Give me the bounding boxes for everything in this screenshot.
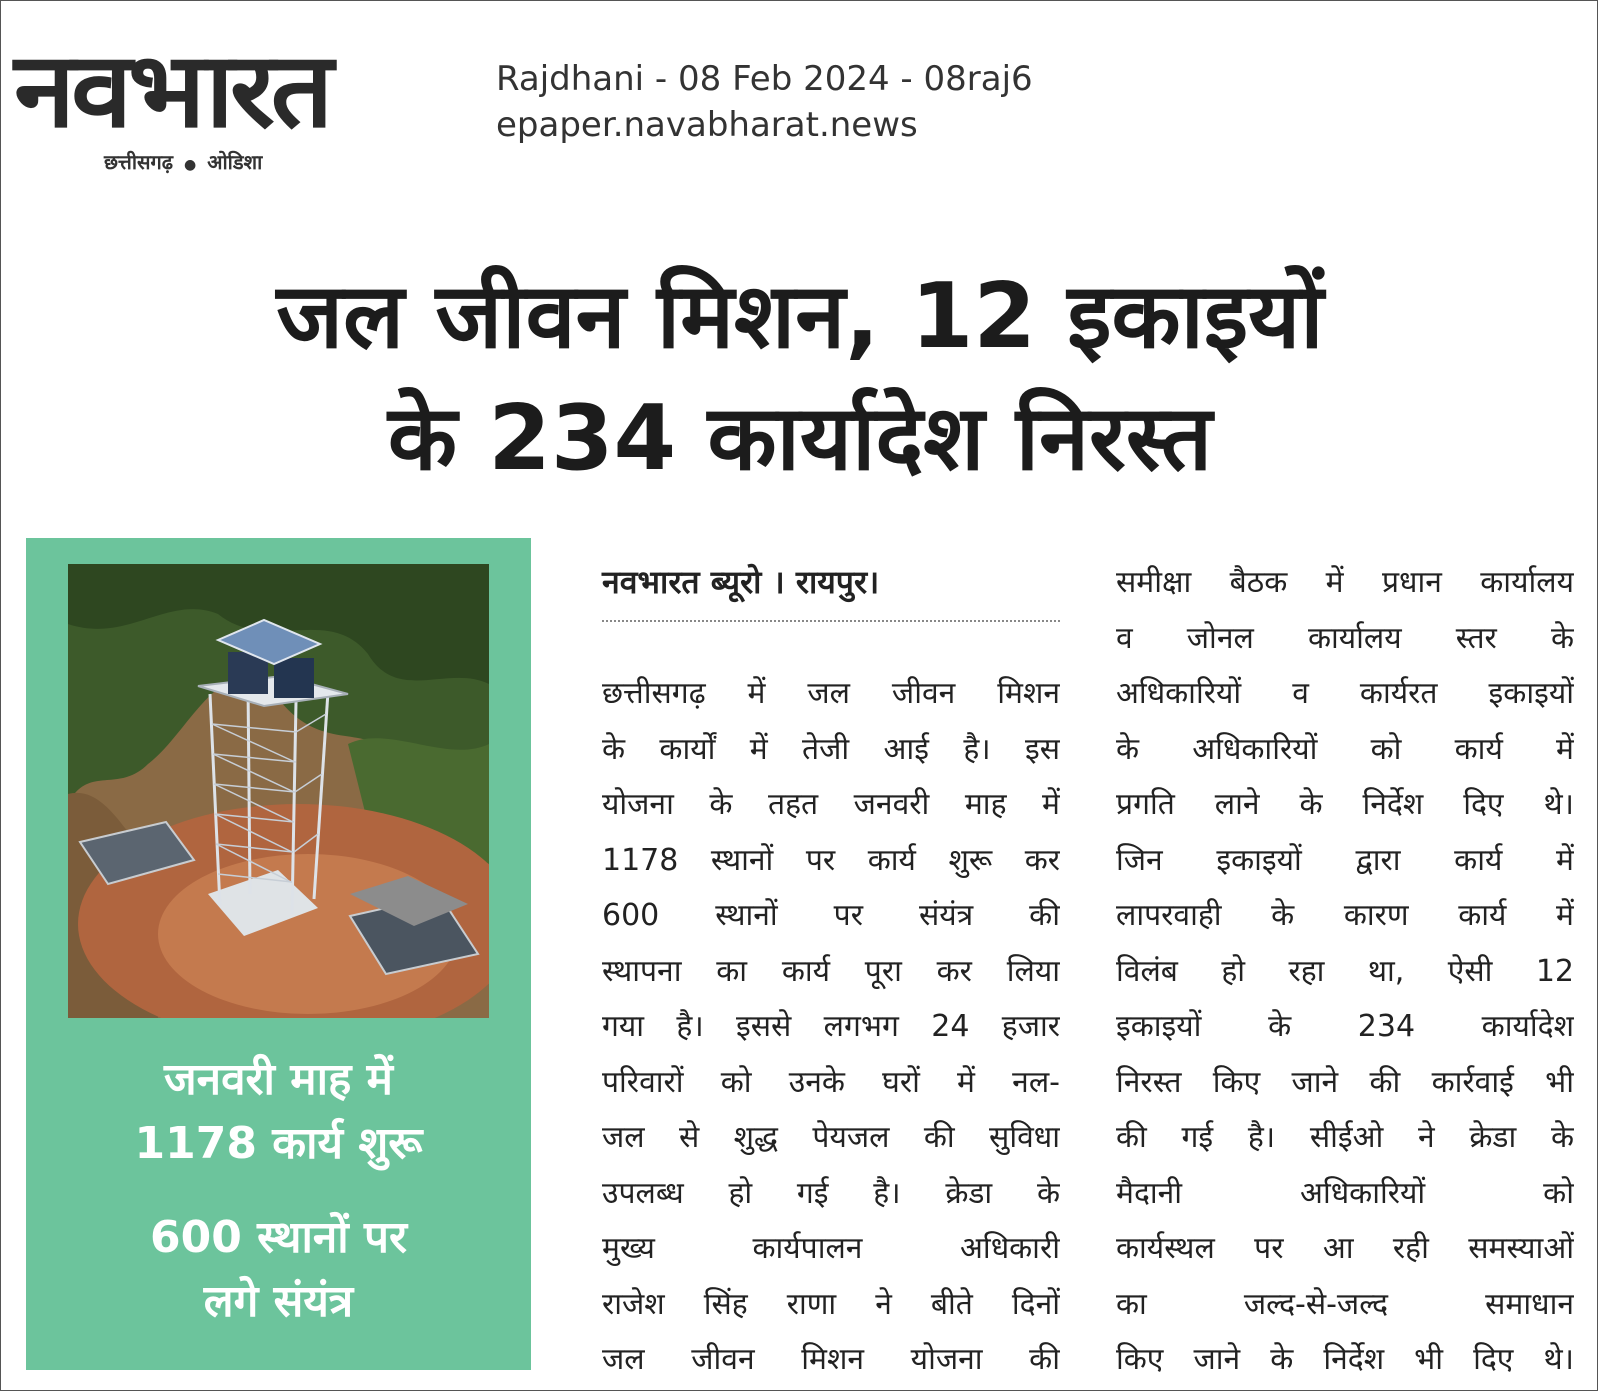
column-2-line: जिन इकाइयों द्वारा कार्य में xyxy=(1116,842,1574,878)
caption-line-1: जनवरी माह में xyxy=(164,1054,393,1105)
caption-line-2: 1178 कार्य शुरू xyxy=(134,1118,423,1169)
column-1-line: स्थापना का कार्य पूरा कर लिया xyxy=(602,953,1060,989)
column-2-line: का जल्द-से-जल्द समाधान xyxy=(1116,1286,1574,1322)
column-1-line: राजेश सिंह राणा ने बीते दिनों xyxy=(602,1286,1060,1322)
water-tower-photo xyxy=(68,564,489,1018)
column-2-line: प्रगति लाने के निर्देश दिए थे। xyxy=(1116,787,1574,822)
headline-line-2: के 234 कार्यादेश निरस्त xyxy=(387,386,1213,491)
column-1-line: परिवारों को उनके घरों में नल- xyxy=(602,1064,1060,1100)
column-1-line: गया है। इससे लगभग 24 हजार xyxy=(602,1009,1060,1044)
column-1-line: 1178 स्थानों पर कार्य शुरू कर xyxy=(602,842,1060,878)
water-tower-illustration xyxy=(68,564,489,1018)
column-1-line: के कार्यों में तेजी आई है। इस xyxy=(602,731,1060,767)
column-2-line: लापरवाही के कारण कार्य में xyxy=(1116,898,1574,933)
headline-line-1: जल जीवन मिशन, 12 इकाइयों xyxy=(276,264,1324,369)
column-2-line: निरस्त किए जाने की कार्रवाई भी xyxy=(1116,1064,1574,1100)
column-2-line: अधिकारियों व कार्यरत इकाइयों xyxy=(1116,676,1574,711)
article-column-1 xyxy=(602,666,1060,1388)
column-2-line: व जोनल कार्यालय स्तर के xyxy=(1116,620,1574,656)
edition-line: Rajdhani - 08 Feb 2024 - 08raj6 xyxy=(496,59,1033,99)
article-column-2 xyxy=(1116,555,1574,1388)
masthead xyxy=(14,29,460,176)
caption-line-3: 600 स्थानों पर xyxy=(149,1212,408,1263)
photo-box xyxy=(26,538,531,1370)
column-2-line: मैदानी अधिकारियों को xyxy=(1116,1175,1574,1211)
edition-meta xyxy=(496,56,1033,148)
newspaper-logo: नवभारत xyxy=(14,29,330,151)
column-2-line: इकाइयों के 234 कार्यादेश xyxy=(1116,1009,1574,1044)
column-2-line: विलंब हो रहा था, ऐसी 12 xyxy=(1116,953,1574,989)
byline-divider xyxy=(602,620,1060,622)
photo-caption xyxy=(26,1048,531,1334)
column-1-line: उपलब्ध हो गई है। क्रेडा के xyxy=(602,1175,1060,1211)
region-separator-dot: ● xyxy=(184,157,197,173)
edition-regions xyxy=(104,148,262,175)
column-2-line: के अधिकारियों को कार्य में xyxy=(1116,731,1574,767)
column-1-line: छत्तीसगढ़ में जल जीवन मिशन xyxy=(602,676,1060,711)
headline xyxy=(40,256,1560,500)
column-1-line: जल से शुद्ध पेयजल की सुविधा xyxy=(602,1120,1060,1155)
column-1-line: मुख्य कार्यपालन अधिकारी xyxy=(602,1231,1060,1266)
column-2-line: की गई है। सीईओ ने क्रेडा के xyxy=(1116,1120,1574,1155)
website-link[interactable]: epaper.navabharat.news xyxy=(496,105,918,145)
caption-line-4: लगे संयंत्र xyxy=(203,1276,354,1327)
column-1-line: जल जीवन मिशन योजना की xyxy=(602,1342,1060,1377)
byline: नवभारत ब्यूरो । रायपुर। xyxy=(602,563,880,601)
column-1-line: 600 स्थानों पर संयंत्र की xyxy=(602,898,1060,933)
column-2-line: कार्यस्थल पर आ रही समस्याओं xyxy=(1116,1231,1574,1266)
column-2-line: किए जाने के निर्देश भी दिए थे। xyxy=(1116,1342,1574,1377)
region-odisha: ओडिशा xyxy=(207,150,263,174)
region-chhattisgarh: छत्तीसगढ़ xyxy=(104,150,174,174)
column-1-line: योजना के तहत जनवरी माह में xyxy=(602,787,1060,822)
column-2-line: समीक्षा बैठक में प्रधान कार्यालय xyxy=(1116,565,1574,600)
